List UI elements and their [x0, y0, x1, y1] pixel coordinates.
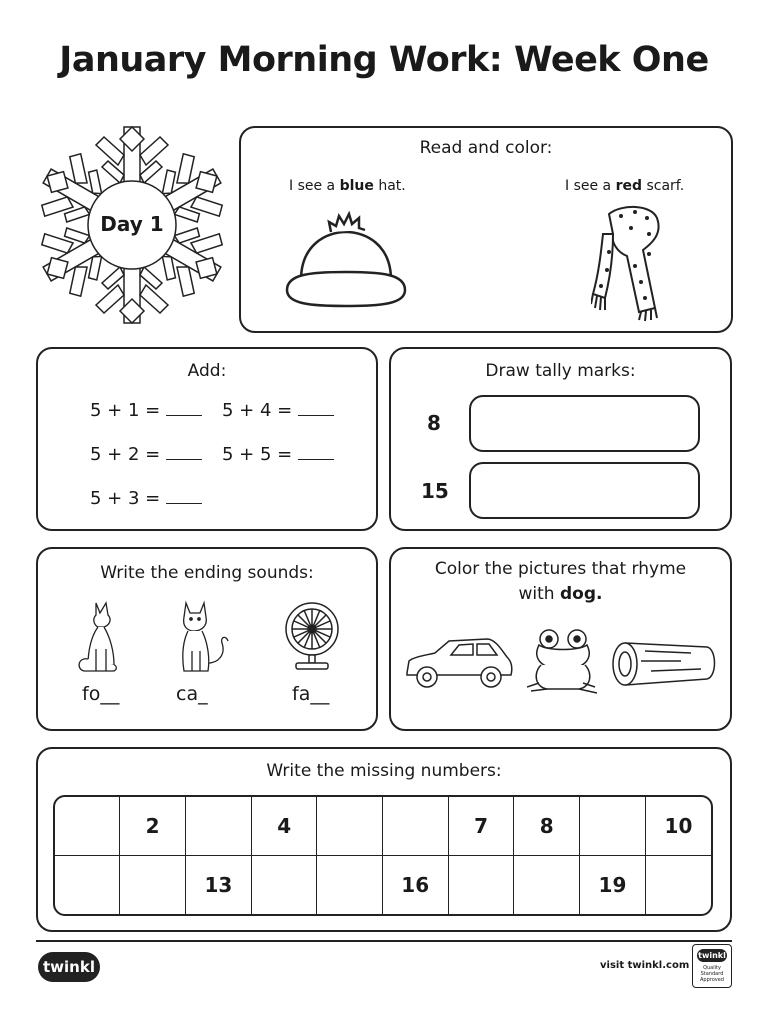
answer-blank[interactable]: [298, 399, 334, 416]
fox-icon: [74, 599, 124, 675]
badge-brand: twinkl: [698, 951, 726, 960]
number-cell[interactable]: [55, 856, 120, 914]
missing-numbers-title: Write the missing numbers:: [266, 761, 502, 781]
number-cell[interactable]: 19: [580, 856, 646, 914]
equation-1: 5 + 1 =: [90, 399, 202, 421]
number-cell[interactable]: [55, 797, 120, 856]
number-cell[interactable]: 10: [646, 797, 711, 856]
number-cell[interactable]: 13: [186, 856, 252, 914]
rhyme-panel: [389, 547, 732, 731]
footer-url[interactable]: visit twinkl.com: [600, 960, 690, 971]
tally-number-15: 15: [421, 479, 449, 503]
ending-word-fox: fo__: [82, 683, 120, 705]
ending-word-cat: ca_: [176, 683, 208, 705]
number-cell[interactable]: 8: [514, 797, 580, 856]
frog-icon: [527, 627, 599, 697]
number-cell[interactable]: [186, 797, 252, 856]
ending-word-fan: fa__: [292, 683, 330, 705]
number-cell[interactable]: 4: [252, 797, 318, 856]
number-cell[interactable]: [580, 797, 646, 856]
number-cell[interactable]: 2: [120, 797, 186, 856]
scarf-icon: [591, 204, 671, 322]
quality-badge: [692, 944, 732, 988]
number-cell[interactable]: [514, 856, 580, 914]
answer-blank[interactable]: [166, 487, 202, 504]
number-cell[interactable]: [646, 856, 711, 914]
equation-2: 5 + 4 =: [222, 399, 334, 421]
cat-icon: [174, 599, 234, 675]
number-cell[interactable]: [383, 797, 449, 856]
fan-icon: [282, 601, 342, 673]
log-icon: [611, 637, 721, 691]
read-color-panel: [239, 126, 733, 333]
equation-5: 5 + 3 =: [90, 487, 202, 509]
number-cell[interactable]: [120, 856, 186, 914]
answer-blank[interactable]: [166, 399, 202, 416]
footer-divider: [36, 940, 732, 942]
day-label: Day 1: [100, 212, 164, 236]
hat-sentence: I see a blue hat.: [289, 178, 406, 194]
scarf-sentence: I see a red scarf.: [565, 178, 685, 194]
number-cell[interactable]: 7: [449, 797, 515, 856]
answer-blank[interactable]: [166, 443, 202, 460]
tally-answer-box[interactable]: [469, 395, 700, 452]
tally-panel: [389, 347, 732, 531]
equation-3: 5 + 2 =: [90, 443, 202, 465]
number-grid: [53, 795, 713, 916]
number-cell[interactable]: [317, 856, 382, 914]
badge-line2: Approved: [700, 977, 724, 983]
tally-answer-box[interactable]: [469, 462, 700, 519]
add-title: Add:: [187, 361, 227, 381]
page-title: January Morning Work: Week One: [59, 40, 709, 80]
number-row-2: [55, 856, 711, 914]
hat-icon: [281, 210, 411, 310]
read-color-title: Read and color:: [419, 138, 553, 158]
number-cell[interactable]: [317, 797, 382, 856]
number-cell[interactable]: [252, 856, 318, 914]
ending-sounds-title: Write the ending sounds:: [100, 563, 314, 583]
number-cell[interactable]: [449, 856, 515, 914]
rhyme-title: Color the pictures that rhyme: [434, 559, 687, 579]
car-icon: [403, 635, 515, 691]
number-cell[interactable]: 16: [383, 856, 449, 914]
answer-blank[interactable]: [298, 443, 334, 460]
number-row-1: [55, 797, 711, 856]
badge-line1: Quality Standard: [700, 965, 724, 977]
add-panel: [36, 347, 378, 531]
ending-sounds-panel: [36, 547, 378, 731]
rhyme-title-line2: with dog.: [518, 584, 603, 604]
tally-number-8: 8: [427, 411, 441, 435]
equation-4: 5 + 5 =: [222, 443, 334, 465]
tally-title: Draw tally marks:: [485, 361, 636, 381]
twinkl-logo: twinkl: [38, 952, 100, 982]
